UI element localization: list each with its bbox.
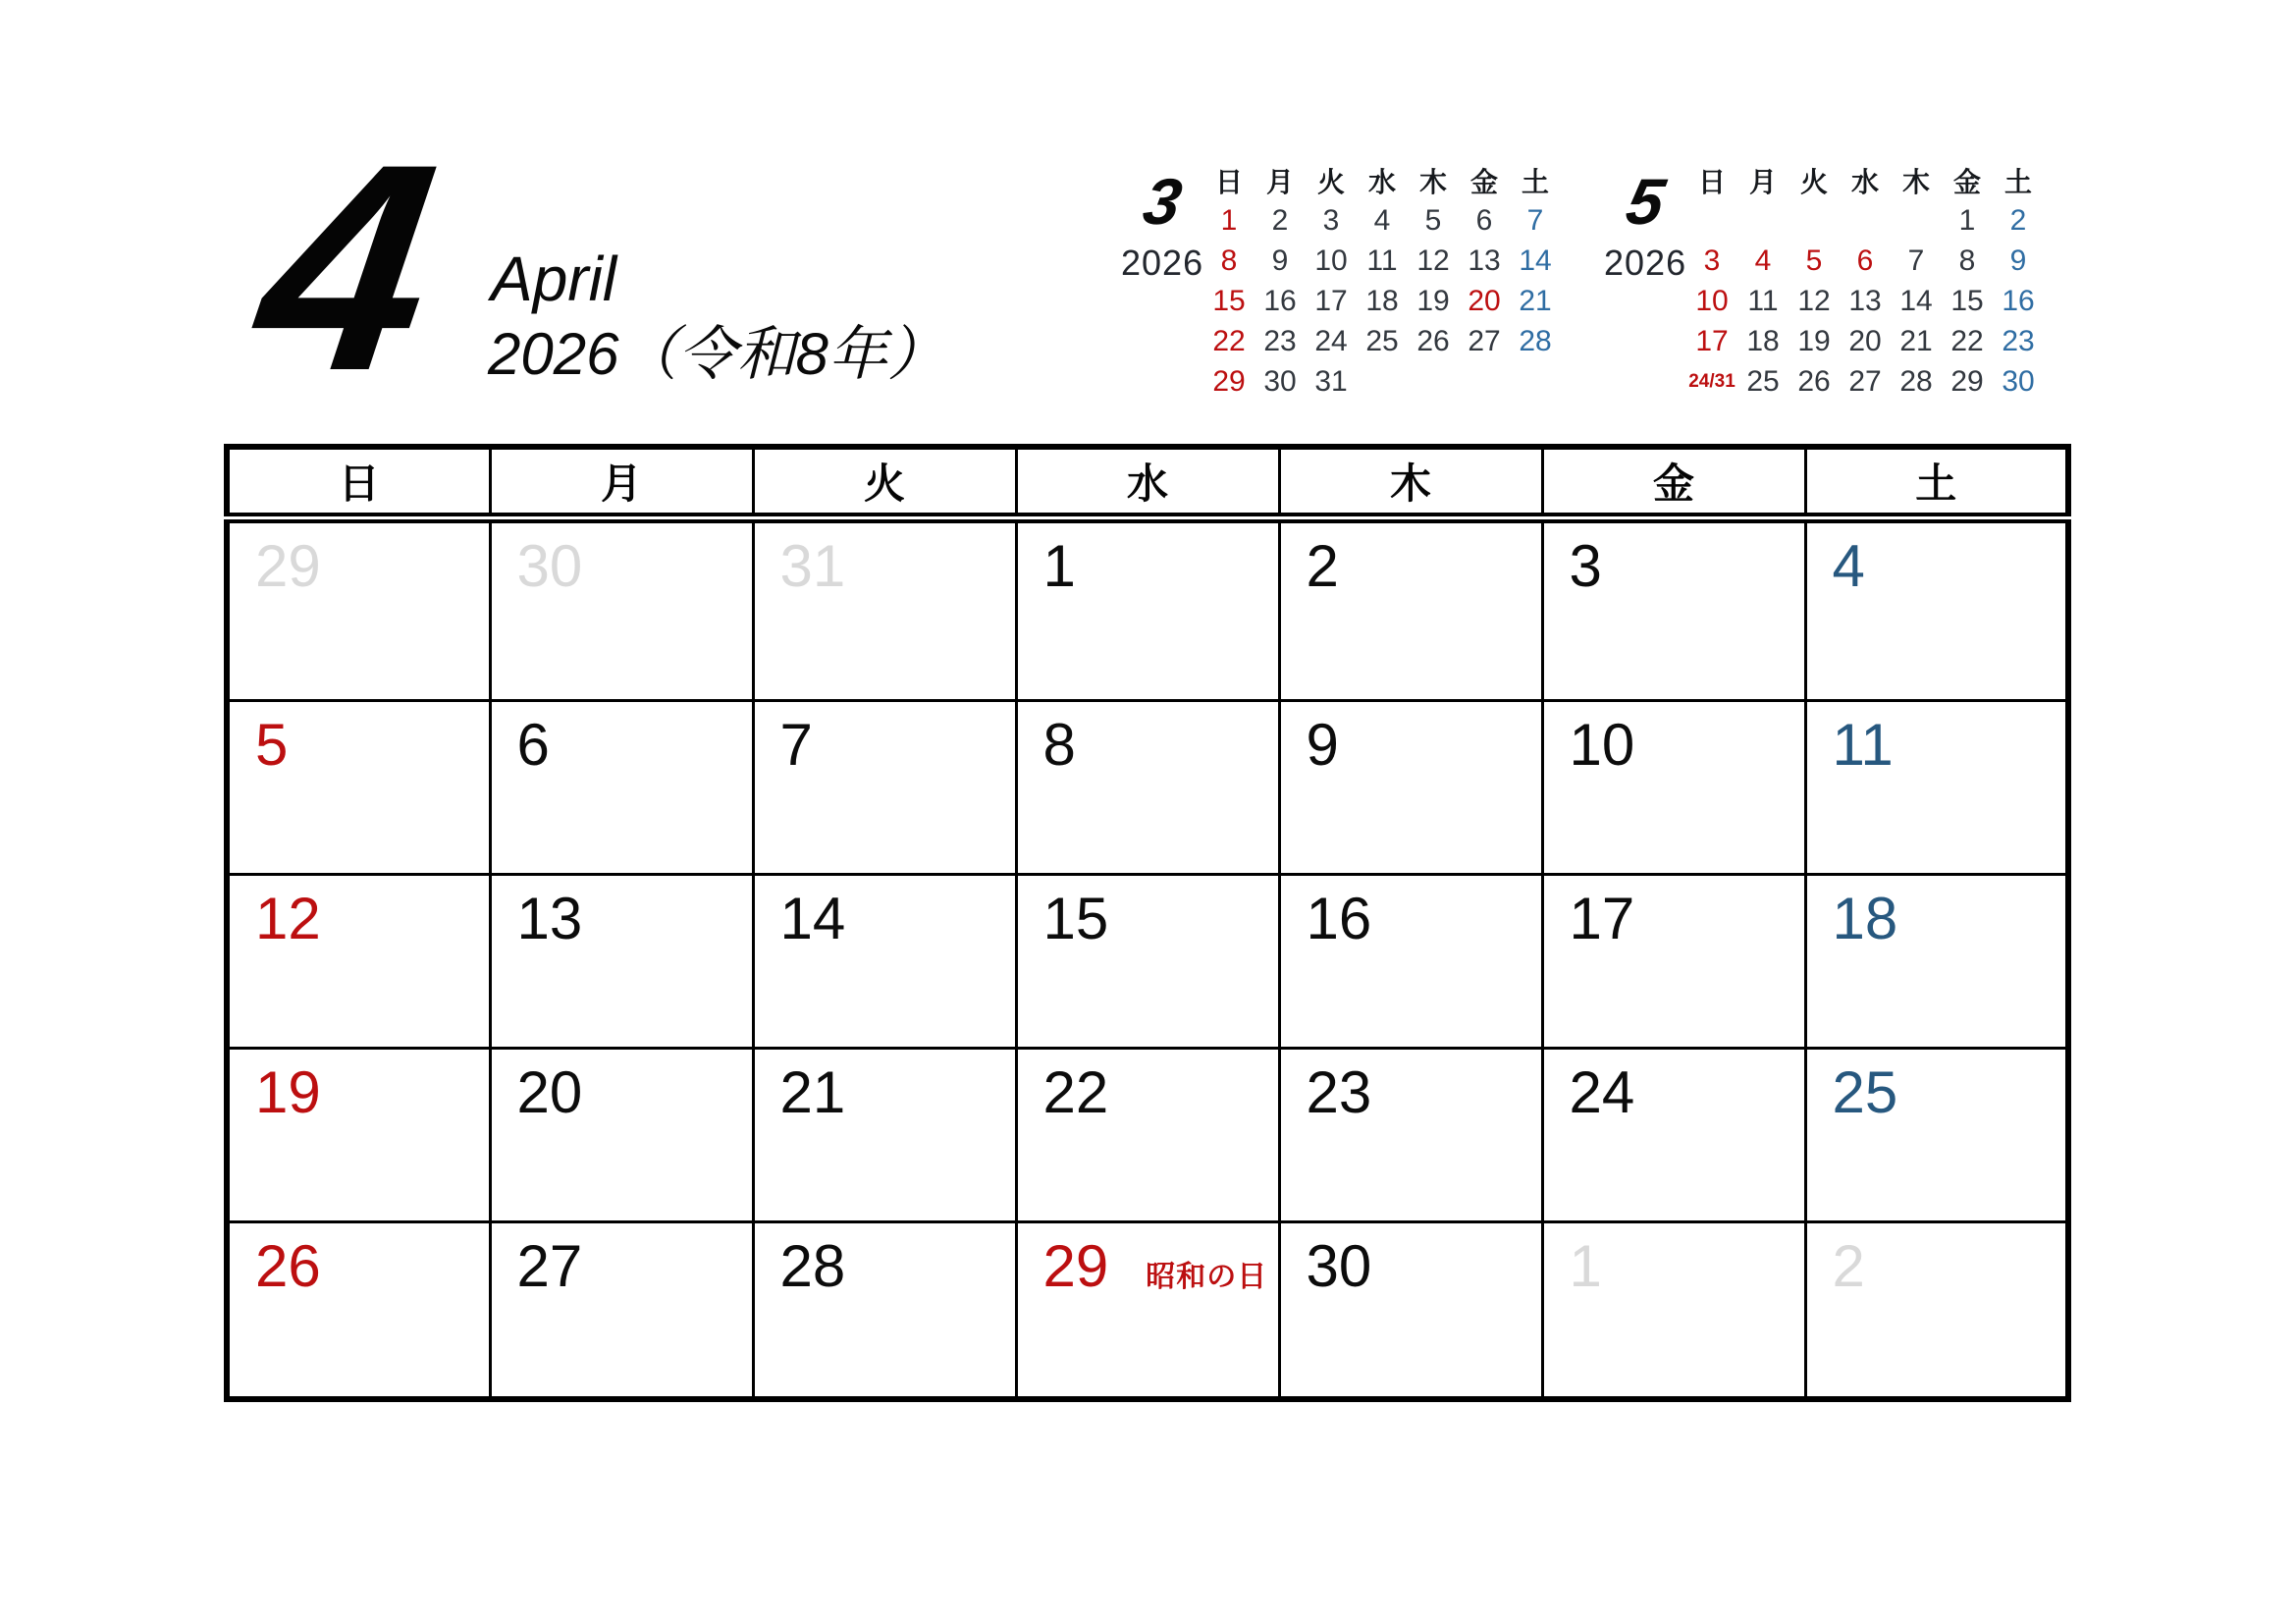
mini-day-cell: 6 — [1475, 203, 1493, 237]
day-cell — [1016, 875, 1279, 1049]
date-number: 5 — [255, 712, 289, 779]
date-number: 1 — [1569, 1233, 1602, 1300]
mini-week-row — [1203, 361, 1561, 402]
day-cell — [1279, 701, 1542, 875]
day-cell — [1016, 701, 1279, 875]
mini-year: 2026 — [1604, 243, 1687, 283]
weekday-header-row — [227, 447, 2068, 518]
day-cell — [1805, 1222, 2068, 1399]
main-calendar-grid — [224, 444, 2071, 1402]
mini-calendar-grid — [1686, 161, 2044, 402]
mini-day-cell: 27 — [1468, 324, 1501, 357]
mini-day-cell: 7 — [1526, 203, 1544, 237]
weekday-header: 月 — [1748, 167, 1777, 197]
date-number: 17 — [1569, 886, 1635, 952]
mini-week-row — [1203, 200, 1561, 241]
week-row — [227, 701, 2068, 875]
mini-week-row — [1203, 281, 1561, 321]
date-number: 23 — [1306, 1059, 1372, 1126]
day-cell — [227, 518, 490, 701]
day-cell — [753, 1049, 1016, 1222]
weekday-header: 金 — [1469, 167, 1498, 197]
mini-day-cell: 11 — [1747, 284, 1779, 317]
mini-day-cell: 8 — [1220, 244, 1238, 277]
date-number: 25 — [1832, 1059, 1898, 1126]
date-number: 2 — [1832, 1233, 1865, 1300]
weekday-header: 木 — [1418, 167, 1447, 197]
mini-day-cell: 16 — [1263, 284, 1297, 317]
day-cell — [1805, 1049, 2068, 1222]
weekday-header: 月 — [490, 447, 753, 518]
day-cell — [1016, 518, 1279, 701]
day-cell — [1542, 701, 1805, 875]
date-number: 26 — [255, 1233, 321, 1300]
mini-day-cell: 16 — [2002, 284, 2035, 317]
mini-week-row — [1686, 361, 2044, 402]
mini-day-cell: 26 — [1416, 324, 1450, 357]
mini-day-cell: 17 — [1695, 324, 1729, 357]
mini-week-row — [1203, 241, 1561, 281]
date-number: 9 — [1306, 712, 1339, 779]
mini-day-cell: 1 — [1958, 203, 1976, 237]
weekday-header: 土 — [1805, 447, 2068, 518]
date-number: 27 — [516, 1233, 583, 1300]
date-number: 18 — [1832, 886, 1898, 952]
mini-week-row — [1686, 281, 2044, 321]
day-cell — [1805, 701, 2068, 875]
day-cell — [490, 1222, 753, 1399]
mini-day-cell: 14 — [1519, 244, 1552, 277]
mini-day-cell — [1686, 200, 1737, 241]
mini-day-cell: 25 — [1365, 324, 1399, 357]
mini-day-cell: 23 — [1263, 324, 1297, 357]
year-era-line: 2026（令和8年） — [488, 321, 946, 387]
date-number: 16 — [1306, 886, 1372, 952]
mini-year: 2026 — [1121, 243, 1204, 283]
mini-day-cell: 22 — [1950, 324, 1984, 357]
mini-day-cell: 27 — [1848, 364, 1882, 398]
mini-day-cell: 17 — [1314, 284, 1348, 317]
day-cell — [1542, 1222, 1805, 1399]
weekday-header: 火 — [753, 447, 1016, 518]
mini-day-cell — [1357, 361, 1408, 402]
mini-day-cell: 10 — [1314, 244, 1348, 277]
month-number-large: 4 — [241, 102, 453, 432]
date-number: 28 — [779, 1233, 846, 1300]
day-cell — [227, 1222, 490, 1399]
weekday-header: 木 — [1901, 167, 1930, 197]
day-cell — [1805, 875, 2068, 1049]
mini-day-cell: 4 — [1373, 203, 1391, 237]
date-number: 12 — [255, 886, 321, 952]
week-row — [227, 518, 2068, 701]
day-cell — [1542, 518, 1805, 701]
mini-day-cell: 14 — [1899, 284, 1933, 317]
mini-day-cell: 7 — [1907, 244, 1925, 277]
mini-day-cell — [1891, 200, 1942, 241]
mini-day-cell: 2 — [2009, 203, 2027, 237]
day-cell — [1805, 518, 2068, 701]
date-number: 30 — [516, 533, 583, 599]
date-number: 15 — [1042, 886, 1109, 952]
mini-day-cell: 13 — [1468, 244, 1501, 277]
mini-day-cell: 18 — [1365, 284, 1399, 317]
mini-day-cell: 15 — [1950, 284, 1984, 317]
day-cell — [227, 701, 490, 875]
week-row — [227, 1049, 2068, 1222]
holiday-label: 昭和の日 — [1146, 1261, 1268, 1294]
weekday-header: 木 — [1279, 447, 1542, 518]
week-row — [227, 875, 2068, 1049]
weekday-header: 水 — [1367, 167, 1396, 197]
date-number: 6 — [516, 712, 550, 779]
weekday-header-row — [1686, 161, 2044, 200]
mini-month-number: 3 — [1138, 165, 1188, 238]
date-number: 4 — [1832, 533, 1865, 599]
date-number: 29 昭和の日 — [1042, 1233, 1268, 1300]
mini-day-cell: 5 — [1805, 244, 1823, 277]
weekday-header: 金 — [1952, 167, 1981, 197]
day-cell — [753, 875, 1016, 1049]
mini-day-cell — [1737, 200, 1789, 241]
mini-day-cell: 12 — [1797, 284, 1831, 317]
mini-day-cell: 30 — [1263, 364, 1297, 398]
day-cell — [1016, 1222, 1279, 1399]
mini-day-cell: 22 — [1212, 324, 1246, 357]
month-name: April — [491, 244, 617, 314]
date-number: 22 — [1042, 1059, 1109, 1126]
mini-day-cell: 6 — [1856, 244, 1874, 277]
day-cell — [490, 1049, 753, 1222]
date-number: 29 — [255, 533, 321, 599]
mini-calendar-grid — [1203, 161, 1561, 402]
mini-day-cell: 25 — [1746, 364, 1780, 398]
weekday-header-row — [1203, 161, 1561, 200]
day-cell — [1542, 1049, 1805, 1222]
weekday-header: 金 — [1542, 447, 1805, 518]
mini-day-cell: 10 — [1695, 284, 1729, 317]
mini-calendar-may — [1602, 155, 2073, 420]
mini-day-cell: 21 — [1519, 284, 1552, 317]
day-cell — [1279, 1222, 1542, 1399]
date-number: 3 — [1569, 533, 1602, 599]
mini-day-cell: 29 — [1950, 364, 1984, 398]
day-cell — [753, 701, 1016, 875]
weekday-header: 月 — [1265, 167, 1294, 197]
day-cell — [1279, 1049, 1542, 1222]
day-cell — [1279, 875, 1542, 1049]
date-number: 2 — [1306, 533, 1339, 599]
date-number: 21 — [779, 1059, 846, 1126]
weekday-header: 水 — [1016, 447, 1279, 518]
date-number: 14 — [779, 886, 846, 952]
mini-day-cell: 20 — [1468, 284, 1501, 317]
date-number: 10 — [1569, 712, 1635, 779]
mini-day-cell: 26 — [1797, 364, 1831, 398]
mini-day-cell: 23 — [2002, 324, 2035, 357]
date-number: 8 — [1042, 712, 1076, 779]
mini-day-cell: 20 — [1848, 324, 1882, 357]
mini-day-cell: 24 — [1314, 324, 1348, 357]
mini-day-cell: 9 — [1271, 244, 1289, 277]
mini-day-cell: 3 — [1703, 244, 1721, 277]
week-row — [227, 1222, 2068, 1399]
mini-week-row — [1686, 241, 2044, 281]
mini-day-cell: 24/31 — [1688, 370, 1735, 392]
date-number: 1 — [1042, 533, 1076, 599]
mini-day-cell: 11 — [1366, 244, 1398, 277]
mini-day-cell: 9 — [2009, 244, 2027, 277]
mini-day-cell: 2 — [1271, 203, 1289, 237]
day-cell — [227, 1049, 490, 1222]
mini-day-cell — [1459, 361, 1510, 402]
day-cell — [490, 875, 753, 1049]
weekday-header: 土 — [2003, 167, 2032, 197]
mini-week-row — [1686, 321, 2044, 361]
date-number: 7 — [779, 712, 813, 779]
mini-day-cell — [1510, 361, 1561, 402]
mini-day-cell: 1 — [1220, 203, 1238, 237]
main-calendar — [224, 444, 2071, 1402]
mini-day-cell: 19 — [1416, 284, 1450, 317]
date-number: 31 — [779, 533, 846, 599]
mini-day-cell: 19 — [1797, 324, 1831, 357]
mini-day-cell: 12 — [1416, 244, 1450, 277]
mini-week-row — [1686, 200, 2044, 241]
day-cell — [753, 518, 1016, 701]
mini-day-cell: 5 — [1424, 203, 1442, 237]
weekday-header: 火 — [1316, 167, 1345, 197]
mini-day-cell: 29 — [1212, 364, 1246, 398]
mini-day-cell: 28 — [1519, 324, 1552, 357]
date-number: 20 — [516, 1059, 583, 1126]
date-number: 19 — [255, 1059, 321, 1126]
mini-week-row — [1203, 321, 1561, 361]
weekday-header: 土 — [1521, 167, 1549, 197]
mini-calendar-march — [1119, 155, 1590, 420]
weekday-header: 日 — [1697, 167, 1726, 197]
mini-day-cell: 15 — [1212, 284, 1246, 317]
mini-day-cell: 8 — [1958, 244, 1976, 277]
day-cell — [1016, 1049, 1279, 1222]
weekday-header: 火 — [1799, 167, 1828, 197]
mini-day-cell: 21 — [1899, 324, 1933, 357]
mini-day-cell: 30 — [2002, 364, 2035, 398]
mini-day-cell — [1789, 200, 1840, 241]
mini-day-cell: 18 — [1746, 324, 1780, 357]
mini-day-cell: 28 — [1899, 364, 1933, 398]
weekday-header: 日 — [227, 447, 490, 518]
day-cell — [227, 875, 490, 1049]
weekday-header: 水 — [1850, 167, 1879, 197]
mini-day-cell — [1408, 361, 1459, 402]
day-cell — [1542, 875, 1805, 1049]
day-cell — [490, 701, 753, 875]
date-number: 11 — [1832, 712, 1894, 779]
day-cell — [753, 1222, 1016, 1399]
mini-month-number: 5 — [1621, 165, 1671, 238]
date-number: 24 — [1569, 1059, 1635, 1126]
mini-day-cell — [1840, 200, 1891, 241]
mini-day-cell: 3 — [1322, 203, 1340, 237]
mini-day-cell: 31 — [1314, 364, 1348, 398]
date-number: 30 — [1306, 1233, 1372, 1300]
mini-day-cell: 13 — [1848, 284, 1882, 317]
day-cell — [1279, 518, 1542, 701]
weekday-header: 日 — [1214, 167, 1243, 197]
date-number: 13 — [516, 886, 583, 952]
mini-day-cell: 4 — [1754, 244, 1772, 277]
day-cell — [490, 518, 753, 701]
